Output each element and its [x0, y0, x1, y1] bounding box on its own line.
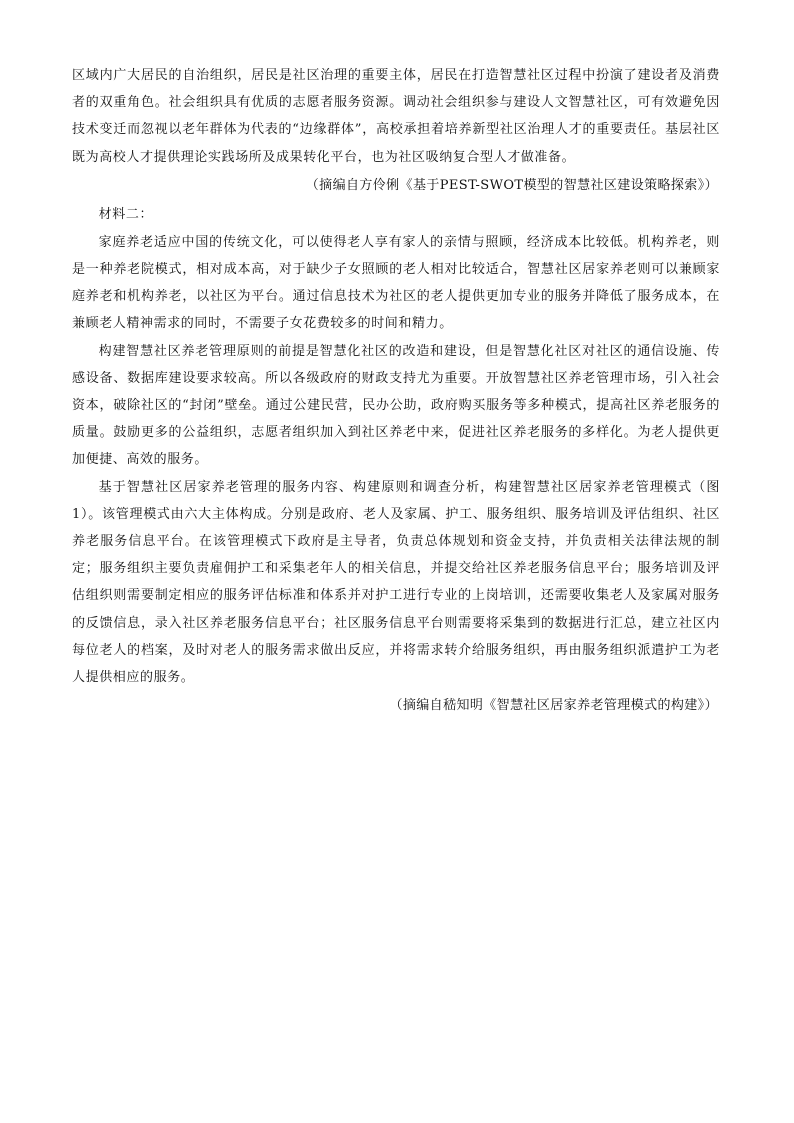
material-two-paragraph-3: 基于智慧社区居家养老管理的服务内容、构建原则和调查分析，构建智慧社区居家养老管理模式（图1）。该管理模式由六大主体构成。分别是政府、老人及家属、护工、服务组织、服务培训及评估组织、社区养老服务信息平台。在该管理模式下政府是主导者，负责总体规划和资金支持，并负责相关法律法规的制定；服务组织主要负责雇佣护工和采集老年人的相关信息，并提交给社区养老服务信息平台；服务培训及评估组织则需要制定相应的服务评估标准和体系并对护工进行专业的上岗培训，还需要收集老人及家属对服务的反馈信息，录入社区养老服务信息平台；社区服务信息平台则需要将采集到的数据进行汇总，建立社区内每位老人的档案，及时对老人的服务需求做出反应，并将需求转介给服务组织，再由服务组织派遣护工为老人提供相应的服务。 [72, 479, 720, 686]
material-two-paragraph-1: 家庭养老适应中国的传统文化，可以使得老人享有家人的亲情与照顾，经济成本比较低。机构养老，则是一种养老院模式，相对成本高，对于缺少子女照顾的老人相对比较适合，智慧社区居家养老则可以兼顾家庭养老和机构养老，以社区为平台。通过信息技术为社区的老人提供更加专业的服务并降低了服务成本，在兼顾老人精神需求的同时，不需要子女花费较多的时间和精力。 [72, 234, 720, 332]
material-two-heading: 材料二： [98, 206, 154, 222]
material-one-paragraph: 区域内广大居民的自治组织，居民是社区治理的重要主体，居民在打造智慧社区过程中扮演了建设者及消费者的双重角色。社会组织具有优质的志愿者服务资源。调动社会组织参与建设人文智慧社区，可有效避免因技术变迁而忽视以老年群体为代表的“边缘群体”，高校承担着培养新型社区治理人才的重要责任。基层社区既为高校人才提供理论实践场所及成果转化平台，也为社区吸纳复合型人才做准备。 [72, 68, 720, 165]
material-one-source: （摘编自方伶俐《基于PEST-SWOT模型的智慧社区建设策略探索》） [305, 177, 718, 193]
material-two-source: （摘编自嵇知明《智慧社区居家养老管理模式的构建》） [389, 698, 718, 714]
document-page [72, 62, 720, 720]
material-two-paragraph-2: 构建智慧社区养老管理原则的前提是智慧化社区的改造和建设，但是智慧化社区对社区的通信设施、传感设备、数据库建设要求较高。所以各级政府的财政支持尤为重要。开放智慧社区养老管理市场，引入社会资本，破除社区的“封闭”壁垒。通过公建民营，民办公助，政府购买服务等多种模式，提高社区养老服务的质量。鼓励更多的公益组织，志愿者组织加入到社区养老中来，促进社区养老服务的多样化。为老人提供更加便捷、高效的服务。 [72, 343, 720, 468]
